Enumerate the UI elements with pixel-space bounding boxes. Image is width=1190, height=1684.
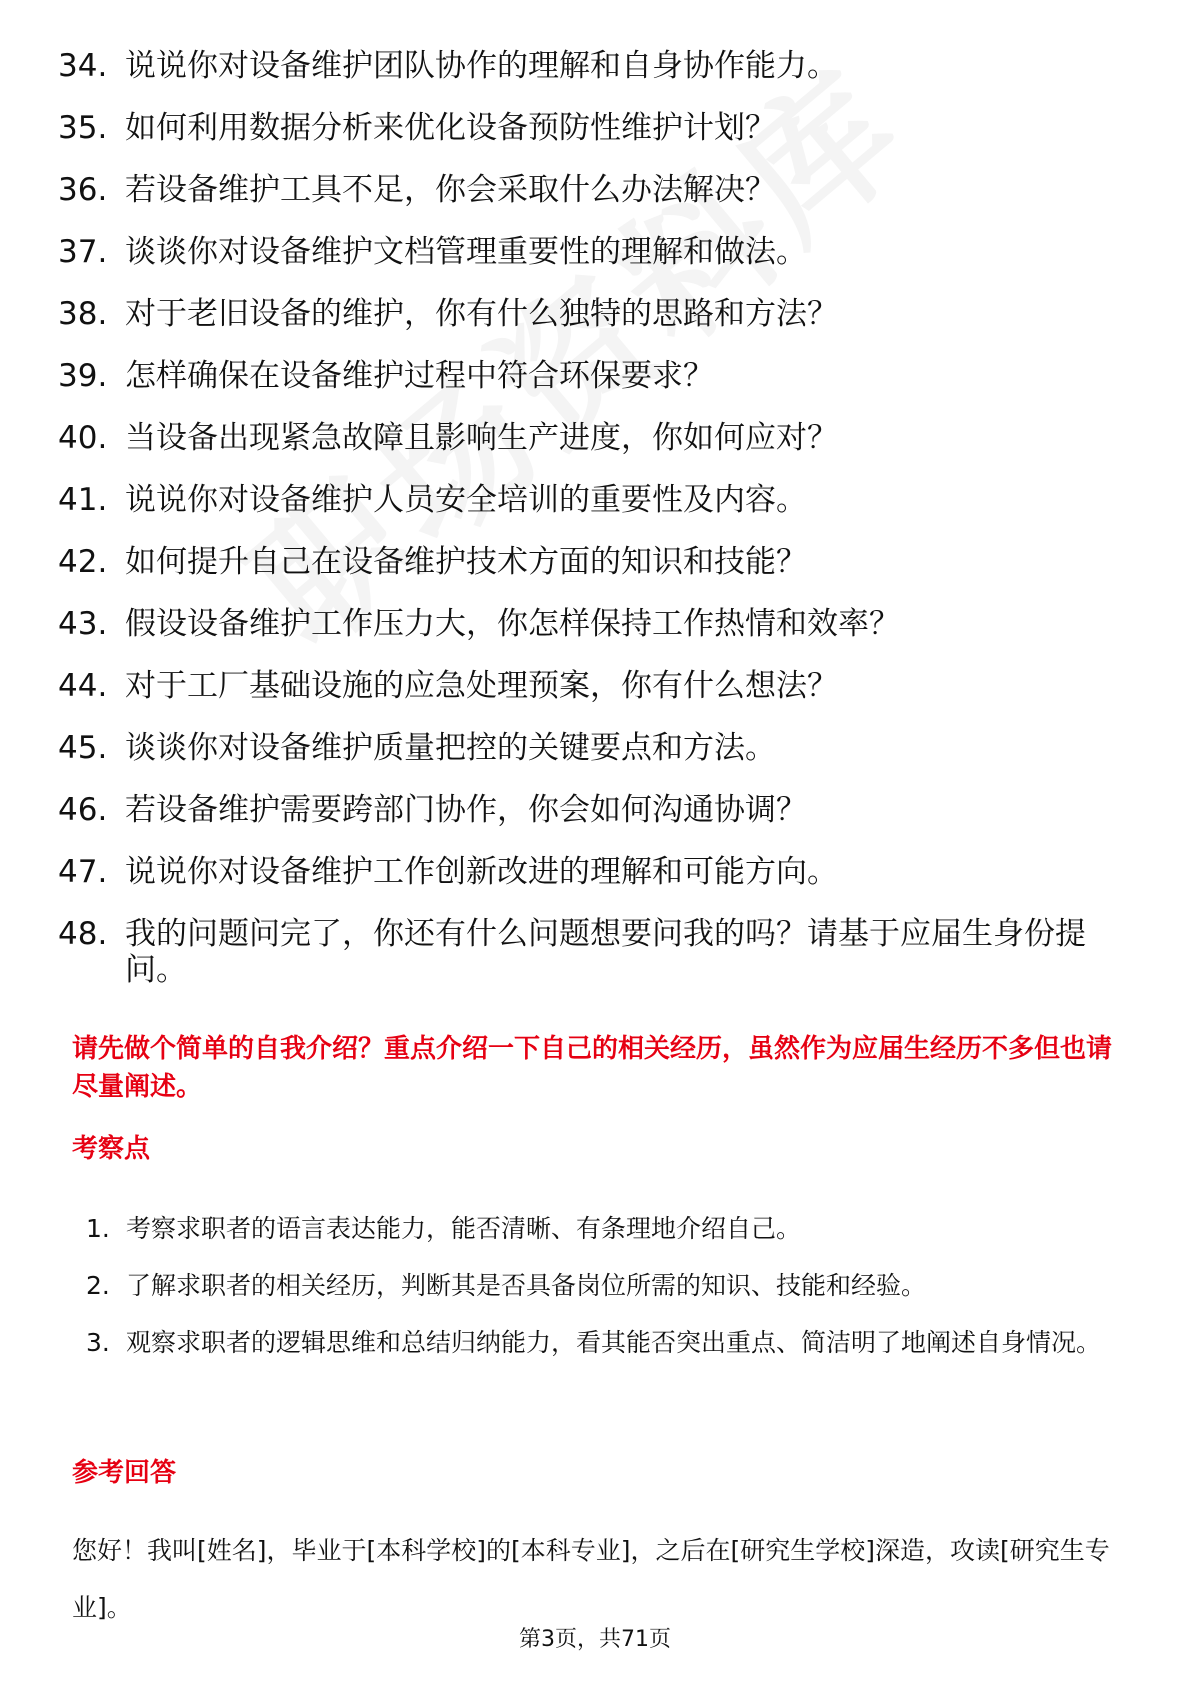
question-item — [0, 358, 1190, 394]
question-number: 38. — [58, 296, 108, 332]
question-number: 42. — [58, 544, 108, 580]
question-text: 说说你对设备维护人员安全培训的重要性及内容。 — [125, 482, 807, 518]
question-number: 41. — [58, 482, 108, 518]
question-item — [0, 606, 1190, 642]
question-number: 35. — [58, 110, 108, 146]
question-text: 说说你对设备维护团队协作的理解和自身协作能力。 — [125, 48, 838, 84]
question-number: 48. — [58, 916, 108, 952]
question-text: 怎样确保在设备维护过程中符合环保要求？ — [125, 358, 714, 394]
question-text: 当设备出现紧急故障且影响生产进度，你如何应对？ — [125, 420, 838, 456]
question-item — [0, 48, 1190, 84]
question-number: 37. — [58, 234, 108, 270]
question-item — [0, 110, 1190, 146]
question-text: 说说你对设备维护工作创新改进的理解和可能方向。 — [125, 854, 838, 890]
exam-point-number: 3. — [86, 1328, 110, 1357]
question-item — [0, 234, 1190, 270]
question-text: 谈谈你对设备维护文档管理重要性的理解和做法。 — [125, 234, 807, 270]
question-item — [0, 544, 1190, 580]
question-number: 39. — [58, 358, 108, 394]
question-item — [0, 730, 1190, 766]
page-footer: 第3页，共71页 — [519, 1627, 671, 1652]
exam-point-number: 1. — [86, 1214, 110, 1243]
question-text: 对于工厂基础设施的应急处理预案，你有什么想法？ — [125, 668, 838, 704]
question-number: 44. — [58, 668, 108, 704]
question-item — [0, 792, 1190, 828]
question-text: 如何利用数据分析来优化设备预防性维护计划？ — [125, 110, 776, 146]
question-text: 谈谈你对设备维护质量把控的关键要点和方法。 — [125, 730, 776, 766]
question-text: 如何提升自己在设备维护技术方面的知识和技能？ — [125, 544, 807, 580]
question-item — [0, 854, 1190, 890]
question-list — [0, 48, 1190, 1014]
question-item — [0, 420, 1190, 456]
question-text: 若设备维护工具不足，你会采取什么办法解决？ — [125, 172, 776, 208]
exam-point-text: 考察求职者的语言表达能力，能否清晰、有条理地介绍自己。 — [126, 1214, 802, 1243]
question-item — [0, 482, 1190, 518]
question-number: 36. — [58, 172, 108, 208]
question-text: 若设备维护需要跨部门协作，你会如何沟通协调？ — [125, 792, 807, 828]
question-text: 我的问题问完了，你还有什么问题想要问我的吗？请基于应届生身份提问。 — [125, 916, 1086, 988]
question-item — [0, 668, 1190, 704]
question-item — [0, 916, 1190, 988]
exam-point-text: 观察求职者的逻辑思维和总结归纳能力，看其能否突出重点、简洁明了地阐述自身情况。 — [126, 1328, 1102, 1357]
featured-question: 请先做个简单的自我介绍？重点介绍一下自己的相关经历，虽然作为应届生经历不多但也请尽量阐述。 — [72, 1034, 1113, 1102]
question-item — [0, 296, 1190, 332]
question-number: 45. — [58, 730, 108, 766]
question-number: 47. — [58, 854, 108, 890]
exam-point-item — [72, 1314, 1132, 1371]
question-number: 43. — [58, 606, 108, 642]
exam-points-heading: 考察点 — [72, 1134, 151, 1164]
question-item — [0, 172, 1190, 208]
exam-point-text: 了解求职者的相关经历，判断其是否具备岗位所需的知识、技能和经验。 — [126, 1271, 927, 1300]
exam-points-list — [72, 1200, 1132, 1371]
question-number: 46. — [58, 792, 108, 828]
exam-point-item — [72, 1200, 1132, 1257]
answer-text: 您好！我叫[姓名]，毕业于[本科学校]的[本科专业]，之后在[研究生学校]深造，攻读[研究生专业]。 — [72, 1536, 1110, 1622]
answer-heading: 参考回答 — [72, 1458, 177, 1488]
question-text: 假设设备维护工作压力大，你怎样保持工作热情和效率？ — [125, 606, 900, 642]
exam-point-item — [72, 1257, 1132, 1314]
question-number: 40. — [58, 420, 108, 456]
question-text: 对于老旧设备的维护，你有什么独特的思路和方法？ — [125, 296, 838, 332]
question-number: 34. — [58, 48, 108, 84]
exam-point-number: 2. — [86, 1271, 110, 1300]
